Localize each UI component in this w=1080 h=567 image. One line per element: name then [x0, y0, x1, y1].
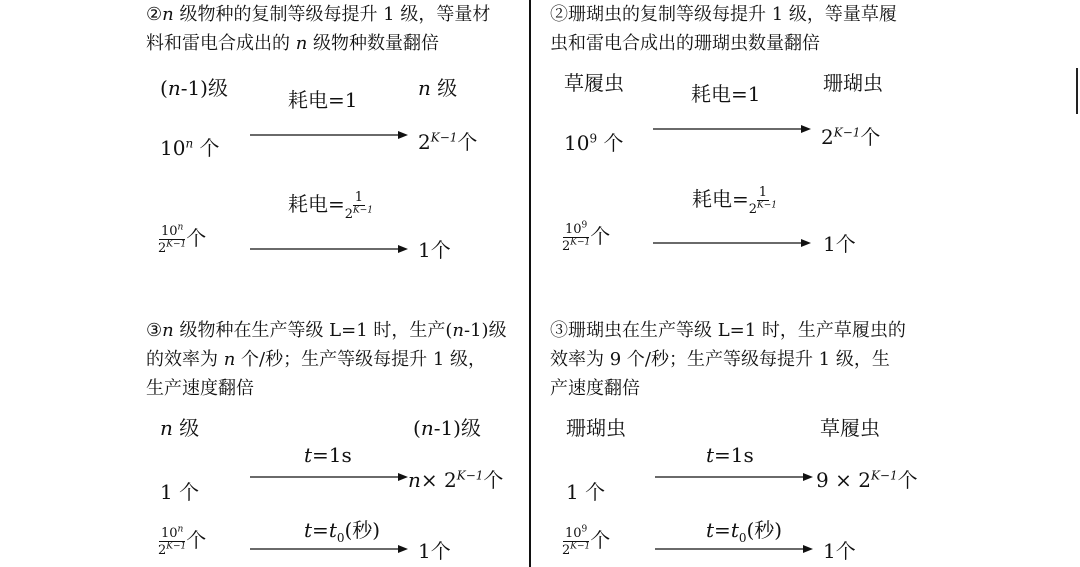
right-d1-arrow1: [653, 124, 813, 134]
right-d1-row2-left: $\frac{10^9}{2^{K-1}}$ 个: [562, 220, 611, 254]
right-d2-row1-right: $9 \times 2^{K-1}$个: [816, 468, 918, 492]
right-d1-row1-left: $10^9$ 个: [564, 131, 624, 155]
left-d1-cost1: 耗电=1: [288, 88, 358, 112]
right-d2-row2-left: $\frac{10^9}{2^{K-1}}$ 个: [562, 524, 611, 558]
right-para3-line3: 产速度翻倍: [550, 378, 640, 399]
right-d1-source-label: 草履虫: [564, 71, 624, 95]
right-d2-time2: $t=t_0$(秒): [706, 518, 783, 545]
left-para2-line2: 料和雷电合成出的 n 级物种数量翻倍: [146, 33, 440, 54]
left-d2-source-label: n 级: [160, 416, 200, 440]
left-para3-line1: ③n 级物种在生产等级 L=1 时，生产(n-1)级: [146, 320, 507, 341]
right-d2-arrow1: [655, 472, 815, 482]
left-d2-time1: t=1s: [304, 443, 352, 467]
right-para2-line2: 虫和雷电合成出的珊瑚虫数量翻倍: [550, 33, 820, 54]
left-d1-arrow1: [250, 130, 410, 140]
left-para3-line2: 的效率为 n 个/秒；生产等级每提升 1 级，: [146, 349, 487, 370]
right-d1-cost2: 耗电= $\frac{1}{2^{K-1}}$: [692, 184, 778, 217]
column-divider: [529, 0, 531, 567]
left-d2-time2: $t=t_0$(秒): [304, 518, 381, 545]
left-d2-arrow1: [250, 472, 410, 482]
left-d2-row2-left: $\frac{10^n}{2^{K-1}}$ 个: [158, 524, 207, 558]
right-para3-line1: ③珊瑚虫在生产等级 L=1 时，生产草履虫的: [550, 320, 906, 341]
left-para2-line1: ②n 级物种的复制等级每提升 1 级，等量材: [146, 4, 491, 25]
left-d1-row1-right: $2^{K-1}$个: [418, 130, 478, 154]
left-d2-row1-right: $n\times 2^{K-1}$个: [408, 468, 504, 492]
left-d1-row2-right: 1个: [418, 238, 451, 262]
left-d1-source-label: (n-1)级: [160, 76, 228, 100]
right-d2-time1: t=1s: [706, 443, 754, 467]
right-d2-row1-left: 1 个: [566, 480, 606, 504]
right-d2-row2-right: 1个: [823, 539, 856, 563]
right-d2-target-label: 草履虫: [820, 416, 880, 440]
left-d2-row1-left: 1 个: [160, 480, 200, 504]
left-para3-line3: 生产速度翻倍: [146, 378, 254, 399]
right-d1-cost1: 耗电=1: [691, 82, 761, 106]
left-d1-arrow2: [250, 244, 410, 254]
left-d2-row2-right: 1个: [418, 539, 451, 563]
left-d1-cost2: 耗电= $\frac{1}{2^{K-1}}$: [288, 189, 374, 222]
right-d2-arrow2: [655, 544, 815, 554]
right-d2-source-label: 珊瑚虫: [566, 416, 626, 440]
left-d2-target-label: (n-1)级: [413, 416, 481, 440]
left-d1-row1-left: 10$^n$ 个: [160, 136, 220, 160]
right-para3-line2: 效率为 9 个/秒；生产等级每提升 1 级，生: [550, 349, 890, 370]
page-edge-mark: [1076, 68, 1078, 114]
left-d1-row2-left: $\frac{10^n}{2^{K-1}}$ 个: [158, 222, 207, 256]
right-d1-target-label: 珊瑚虫: [823, 71, 883, 95]
left-d2-arrow2: [250, 544, 410, 554]
right-d1-row2-right: 1个: [823, 232, 856, 256]
right-d1-arrow2: [653, 238, 813, 248]
right-para2-line1: ②珊瑚虫的复制等级每提升 1 级，等量草履: [550, 4, 897, 25]
left-d1-target-label: n 级: [418, 76, 458, 100]
right-d1-row1-right: $2^{K-1}$个: [821, 125, 881, 149]
